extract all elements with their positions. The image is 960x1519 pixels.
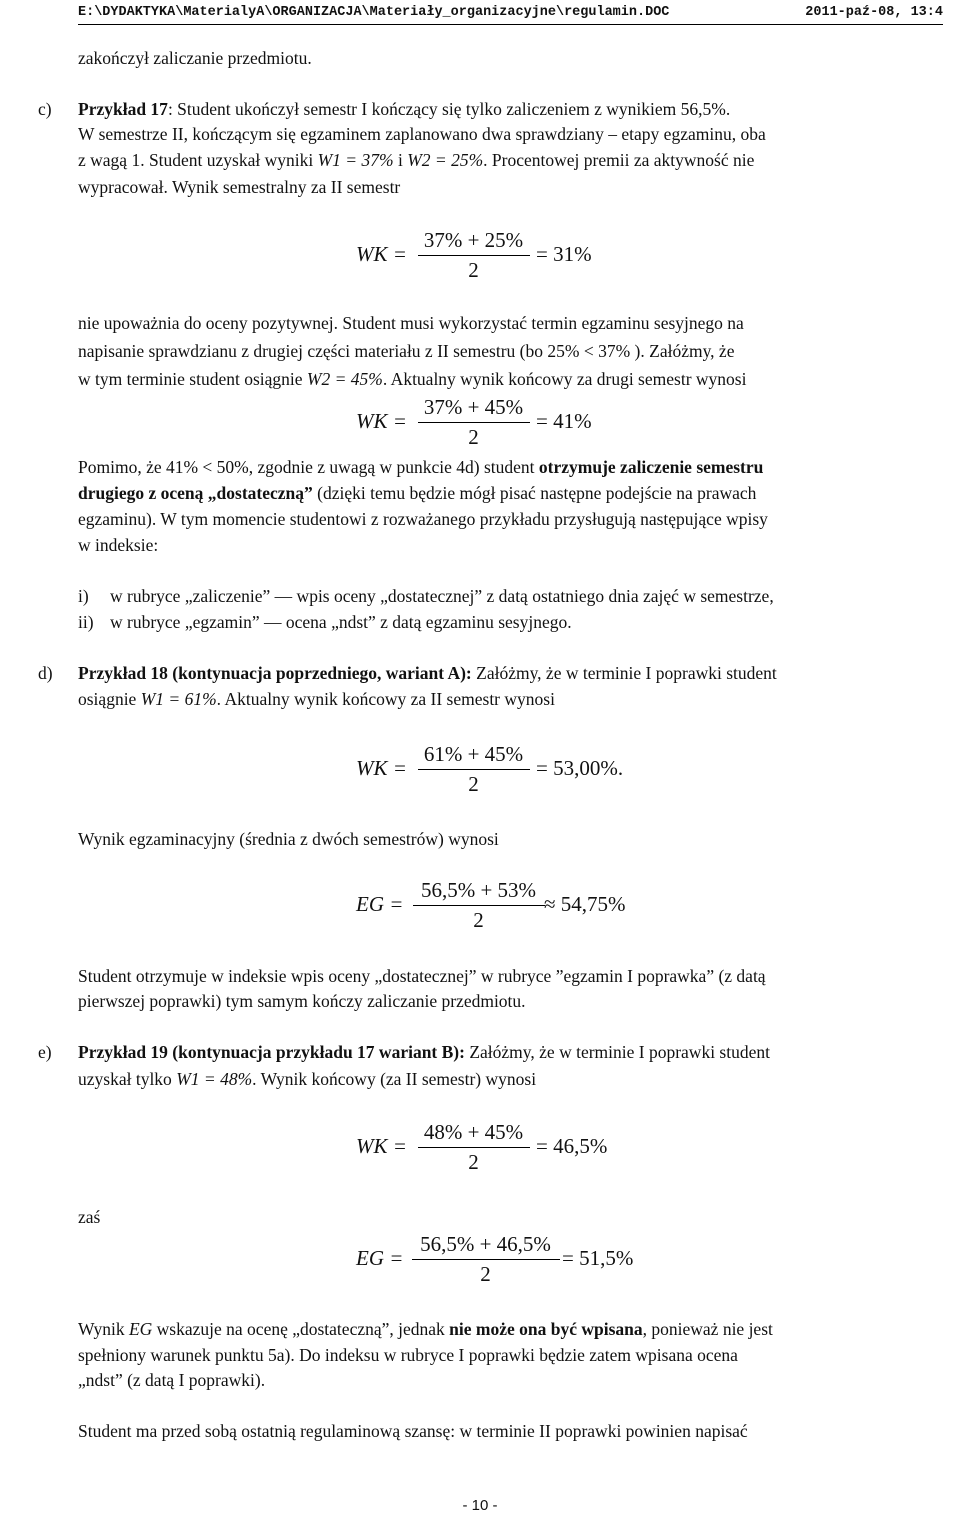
text-line: „ndst” (z datą I poprawki).: [78, 1370, 266, 1390]
text-line: wypracował. Wynik semestralny za II semestr: [78, 177, 401, 197]
text-line: Wynik egzaminacyjny (średnia z dwóch semestrów) wynosi: [78, 829, 499, 849]
text-line: z wagą 1. Student uzyskał wyniki W1 = 37% i W2 = 25%. Procentowej premii za aktywność nie: [78, 150, 755, 170]
text-line: uzyskał tylko W1 = 48%. Wynik końcowy (za II semestr) wynosi: [78, 1069, 537, 1089]
list-item-i: w rubryce „zaliczenie” — wpis oceny „dostatecznej” z datą ostatniego dnia zajęć w semestrze,: [110, 586, 774, 606]
text-line: drugiego z oceną „dostateczną” (dzięki temu będzie mógł pisać następne podejście na prawach: [78, 483, 757, 503]
text-line: Student ma przed sobą ostatnią regulaminową szansę: w terminie II poprawki powinien napisać: [78, 1421, 748, 1441]
equation-wk-4: WK = 48% + 45% 2 = 46,5%: [356, 1120, 608, 1174]
text-line: W semestrze II, kończącym się egzaminem zaplanowano dwa sprawdziany – etapy egzaminu, oba: [78, 124, 766, 144]
header-file-path: E:\DYDAKTYKA\MaterialyA\ORGANIZACJA\Materiały_organizacyjne\regulamin.DOC: [78, 5, 670, 20]
item-label-c: c): [38, 99, 52, 119]
list-label-i: i): [78, 586, 89, 606]
text-line: zaś: [78, 1207, 101, 1227]
equation-wk-3: WK = 61% + 45% 2 = 53,00%.: [356, 742, 624, 796]
text-line: Przykład 19 (kontynuacja przykładu 17 wariant B): Załóżmy, że w terminie I poprawki student: [78, 1042, 770, 1062]
text-line: zakończył zaliczanie przedmiotu.: [78, 48, 312, 68]
text-line: w indeksie:: [78, 535, 159, 555]
text-line: Student otrzymuje w indeksie wpis oceny „dostatecznej” w rubryce ”egzamin I poprawka” (z datą: [78, 966, 766, 986]
equation-wk-1: WK = 37% + 25% 2 = 31%: [356, 228, 592, 282]
text-line: egzaminu). W tym momencie studentowi z rozważanego przykładu przysługują następujące wpisy: [78, 509, 768, 529]
item-label-d: d): [38, 663, 53, 683]
text-line: Wynik EG wskazuje na ocenę „dostateczną”, jednak nie może ona być wpisana, ponieważ nie jest: [78, 1319, 773, 1339]
text-line: spełniony warunek punktu 5a). Do indeksu w rubryce I poprawki będzie zatem wpisana ocena: [78, 1345, 738, 1365]
equation-eg-2: EG = 56,5% + 46,5% 2 = 51,5%: [356, 1232, 634, 1286]
page-number: - 10 -: [462, 1497, 498, 1514]
header-date: 2011-paź-08, 13:4: [805, 5, 943, 20]
page-header: [78, 2, 943, 25]
item-label-e: e): [38, 1042, 52, 1062]
equation-eg-1: EG = 56,5% + 53% 2 ≈ 54,75%: [356, 878, 626, 932]
equation-wk-2: WK = 37% + 45% 2 = 41%: [356, 395, 592, 449]
text-line: Przykład 17: Student ukończył semestr I kończący się tylko zaliczeniem z wynikiem 56,5%.: [78, 99, 731, 119]
text-line: Pomimo, że 41% < 50%, zgodnie z uwagą w punkcie 4d) student otrzymuje zaliczenie semestru: [78, 457, 764, 477]
text-line: Przykład 18 (kontynuacja poprzedniego, wariant A): Załóżmy, że w terminie I poprawki student: [78, 663, 777, 683]
text-line: nie upoważnia do oceny pozytywnej. Student musi wykorzystać termin egzaminu sesyjnego na: [78, 313, 744, 333]
text-line: w tym terminie student osiągnie W2 = 45%. Aktualny wynik końcowy za drugi semestr wynosi: [78, 369, 747, 389]
text-line: osiągnie W1 = 61%. Aktualny wynik końcowy za II semestr wynosi: [78, 689, 555, 709]
text-line: napisanie sprawdzianu z drugiej części materiału z II semestru (bo 25% < 37% ). Załóżmy, że: [78, 341, 735, 361]
list-item-ii: w rubryce „egzamin” — ocena „ndst” z datą egzaminu sesyjnego.: [110, 612, 572, 632]
text-line: pierwszej poprawki) tym samym kończy zaliczanie przedmiotu.: [78, 991, 526, 1011]
list-label-ii: ii): [78, 612, 94, 632]
